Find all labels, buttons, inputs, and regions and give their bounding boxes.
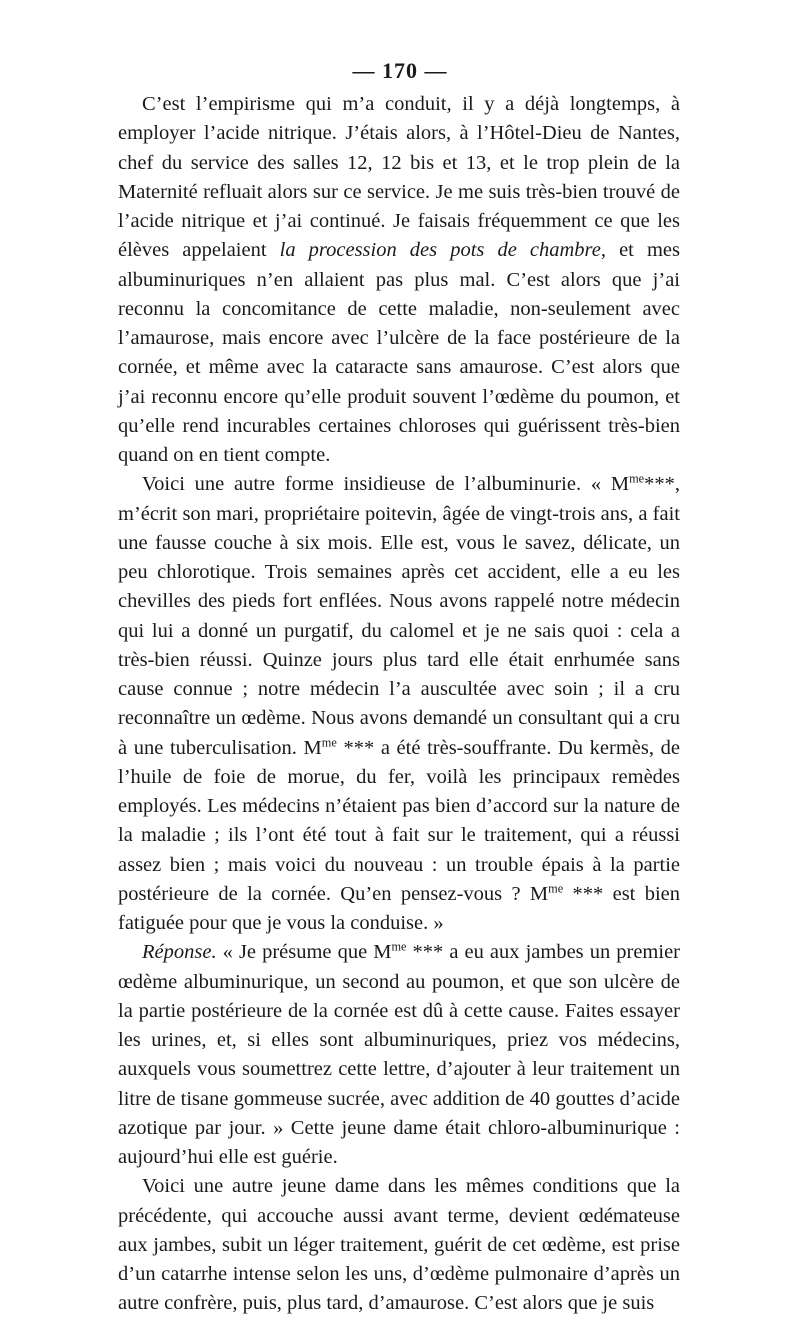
superscript-abbreviation: me [548,881,564,896]
text-run: Voici une autre jeune dame dans les mêmes conditions que la précédente, qui accouche aussi avant terme, devient œdémateuse aux jambes, subit un léger traitement, guérit de cet œdème, est prise d’un catarrhe intense selon les uns, d’œdème pulmonaire d’après un autre confrère, puis, plus tard, d’amaurose. C’est alors que je suis [118,1175,680,1315]
superscript-abbreviation: me [391,939,407,954]
text-run: *** a eu aux jambes un premier œdème albuminurique, un second au poumon, et que son ulcère de la partie postérieure de la cornée est dû à cette cause. Faites essayer les urines, et, si elles sont albuminuriques, priez vos médecins, auxquels vous soumettrez cette lettre, d’ajouter à leur traitement un litre de tisane gommeuse sucrée, avec addition de 40 gouttes d’acide azotique par jour. » Cette jeune dame était chloro-albuminurique : aujourd’hui elle est guérie. [118,941,680,1168]
text-run: ***, m’écrit son mari, propriétaire poitevin, âgée de vingt-trois ans, a fait une fausse couche à six mois. Elle est, vous le savez, délicate, un peu chlorotique. Trois semaines après cet accident, elle a eu les chevilles des pieds fort enflées. Nous avons rappelé notre médecin qui lui a donné un purgatif, du calomel et je ne sais quoi : cela a très-bien réussi. Quinze jours plus tard elle était enrhumée sans cause connue ; notre médecin l’a auscultée avec soin ; il a cru reconnaître un œdème. Nous avons demandé un consultant qui a cru à une tuberculisation. M [118,473,680,759]
superscript-abbreviation: me [629,471,645,486]
text-run: , et mes albuminuriques n’en allaient pas plus mal. C’est alors que j’ai reconnu la concomitance de cette maladie, non-seulement avec l’amaurose, mais encore avec l’ulcère de la face postérieure de la cornée, et même avec la cataracte sans amaurose. C’est alors que j’ai reconnu encore qu’elle produit souvent l’œdème du poumon, et qu’elle rend incurables certaines chloroses qui guérissent très-bien quand on en tient compte. [118,239,680,466]
superscript-abbreviation: me [321,735,337,750]
paragraph [118,1172,680,1318]
italic-phrase: la procession des pots de chambre [279,239,601,262]
text-run: *** est bien fatiguée pour que je vous la conduise. » [118,882,680,934]
paragraph [118,938,680,1172]
text-run: C’est l’empirisme qui m’a conduit, il y a déjà longtemps, à employer l’acide nitrique. J’étais alors, à l’Hôtel-Dieu de Nantes, chef du service des salles 12, 12 bis et 13, et le trop plein de la Maternité refluait alors sur ce service. Je me suis très-bien trouvé de l’acide nitrique et j’ai continué. Je faisais fréquemment ce que les élèves appelaient [118,93,680,262]
body-text [118,90,680,1319]
text-run: *** a été très-souffrante. Du kermès, de l’huile de foie de morue, du fer, voilà les principaux remèdes employés. Les médecins n’étaient pas bien d’accord sur la nature de la maladie ; ils l’ont été tout à fait sur le traitement, qui a réussi assez bien ; mais voici du nouveau : un trouble épais à la partie postérieure de la cornée. Qu’en pensez-vous ? M [118,736,680,905]
page-number: — 170 — [352,58,448,83]
paragraph [118,90,680,470]
text-run: Voici une autre forme insidieuse de l’albuminurie. « M [142,473,630,496]
text-run: « Je présume que M [216,941,392,964]
italic-heading-word: Réponse. [142,941,217,964]
paragraph [118,470,680,938]
